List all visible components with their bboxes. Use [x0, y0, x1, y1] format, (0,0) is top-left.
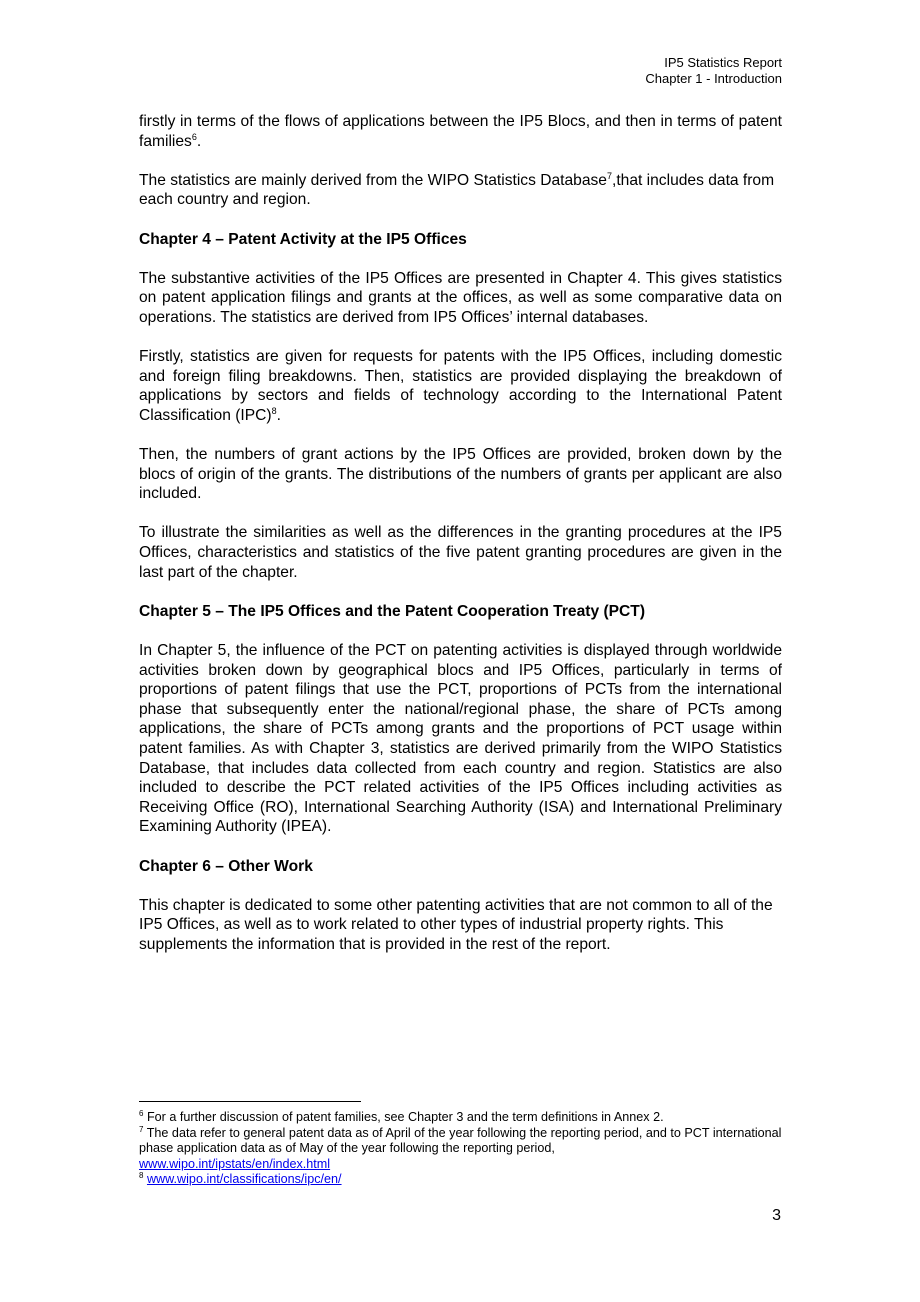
footnote-number: 6 [139, 1108, 144, 1118]
paragraph-end: . [196, 132, 202, 150]
footnote-ref-6[interactable]: 6 [191, 131, 197, 142]
header-report-title: IP5 Statistics Report [664, 55, 782, 70]
footnote-7 [139, 1126, 782, 1173]
wipo-ipstats-link[interactable]: www.wipo.int/ipstats/en/index.html [139, 1156, 331, 1171]
paragraph-flows-intro [139, 112, 782, 151]
chapter-6-heading: Chapter 6 – Other Work [139, 857, 313, 875]
wipo-ipc-link[interactable]: www.wipo.int/classifications/ipc/en/ [146, 1172, 342, 1187]
chapter-5-heading: Chapter 5 – The IP5 Offices and the Patent Cooperation Treaty (PCT) [139, 602, 646, 620]
chapter-4-paragraph-3: Then, the numbers of grant actions by the IP5 Offices are provided, broken down by the blocs of origin of the grants. The distributions of the numbers of grants per applicant are also included. [139, 446, 782, 503]
paragraph-text: The statistics are mainly derived from the WIPO Statistics Database [139, 171, 607, 189]
paragraph-text: Firstly, statistics are given for requests for patents with the IP5 Offices, including domestic and foreign filing breakdowns. Then, statistics are provided displaying the breakdown of applications by sectors and fields of technology according to the International Patent Classification (IPC) [139, 348, 782, 424]
footnote-8 [139, 1172, 782, 1188]
chapter-5-paragraph-1: In Chapter 5, the influence of the PCT on patenting activities is displayed through worldwide activities broken down by geographical blocs and IP5 Offices, particularly in terms of proportions of patent filings that use the PCT, proportions of PCTs from the international phase that subsequently enter the national/regional phase, the share of PCTs among applications, the share of PCTs among grants and the proportions of PCT usage within patent families. As with Chapter 3, statistics are derived primarily from the WIPO Statistics Database, that includes data collected from each country and region. Statistics are also included to describe the PCT related activities of the IP5 Offices including activities as Receiving Office (RO), International Searching Authority (ISA) and International Preliminary Examining Authority (IPEA). [139, 642, 782, 836]
chapter-4-paragraph-1: The substantive activities of the IP5 Offices are presented in Chapter 4. This gives statistics on patent application filings and grants at the offices, as well as some comparative data on operations. The statistics are derived from IP5 Offices’ internal databases. [139, 269, 782, 326]
footnote-number: 7 [139, 1124, 144, 1134]
footnote-number: 8 [139, 1171, 144, 1181]
footnote-divider [139, 1101, 361, 1102]
header-chapter-title: Chapter 1 - Introduction [645, 71, 782, 86]
main-content [139, 112, 782, 974]
footnote-ref-7[interactable]: 7 [606, 170, 612, 181]
chapter-6-paragraph-1: This chapter is dedicated to some other patenting activities that are not common to all of the IP5 Offices, as well as to work related to other types of industrial property rights. This supplements the information that is provided in the rest of the report. [139, 896, 773, 953]
paragraph-statistics-source [139, 171, 782, 210]
paragraph-end: . [276, 406, 281, 424]
chapter-4-heading: Chapter 4 – Patent Activity at the IP5 Offices [139, 230, 467, 248]
chapter-4-paragraph-2 [139, 347, 782, 425]
paragraph-end: ,that includes data from each country and region. [139, 171, 775, 209]
footnote-6 [139, 1110, 782, 1126]
page-number: 3 [772, 1207, 781, 1224]
footnote-text: The data refer to general patent data as of April of the year following the reporting period, and to PCT international phase application data as of May of the year following the reporting period, [139, 1125, 782, 1156]
paragraph-text: firstly in terms of the flows of applications between the IP5 Blocs, and then in terms of patent families [139, 113, 782, 150]
chapter-4-paragraph-4: To illustrate the similarities as well as the differences in the granting procedures at the IP5 Offices, characteristics and statistics of the five patent granting procedures are given in the last part of the chapter. [139, 524, 782, 581]
footnote-ref-8[interactable]: 8 [271, 405, 277, 416]
footnotes-section [139, 1101, 782, 1188]
footnote-text: For a further discussion of patent families, see Chapter 3 and the term definitions in Annex 2. [146, 1110, 664, 1124]
page-header [645, 55, 782, 87]
